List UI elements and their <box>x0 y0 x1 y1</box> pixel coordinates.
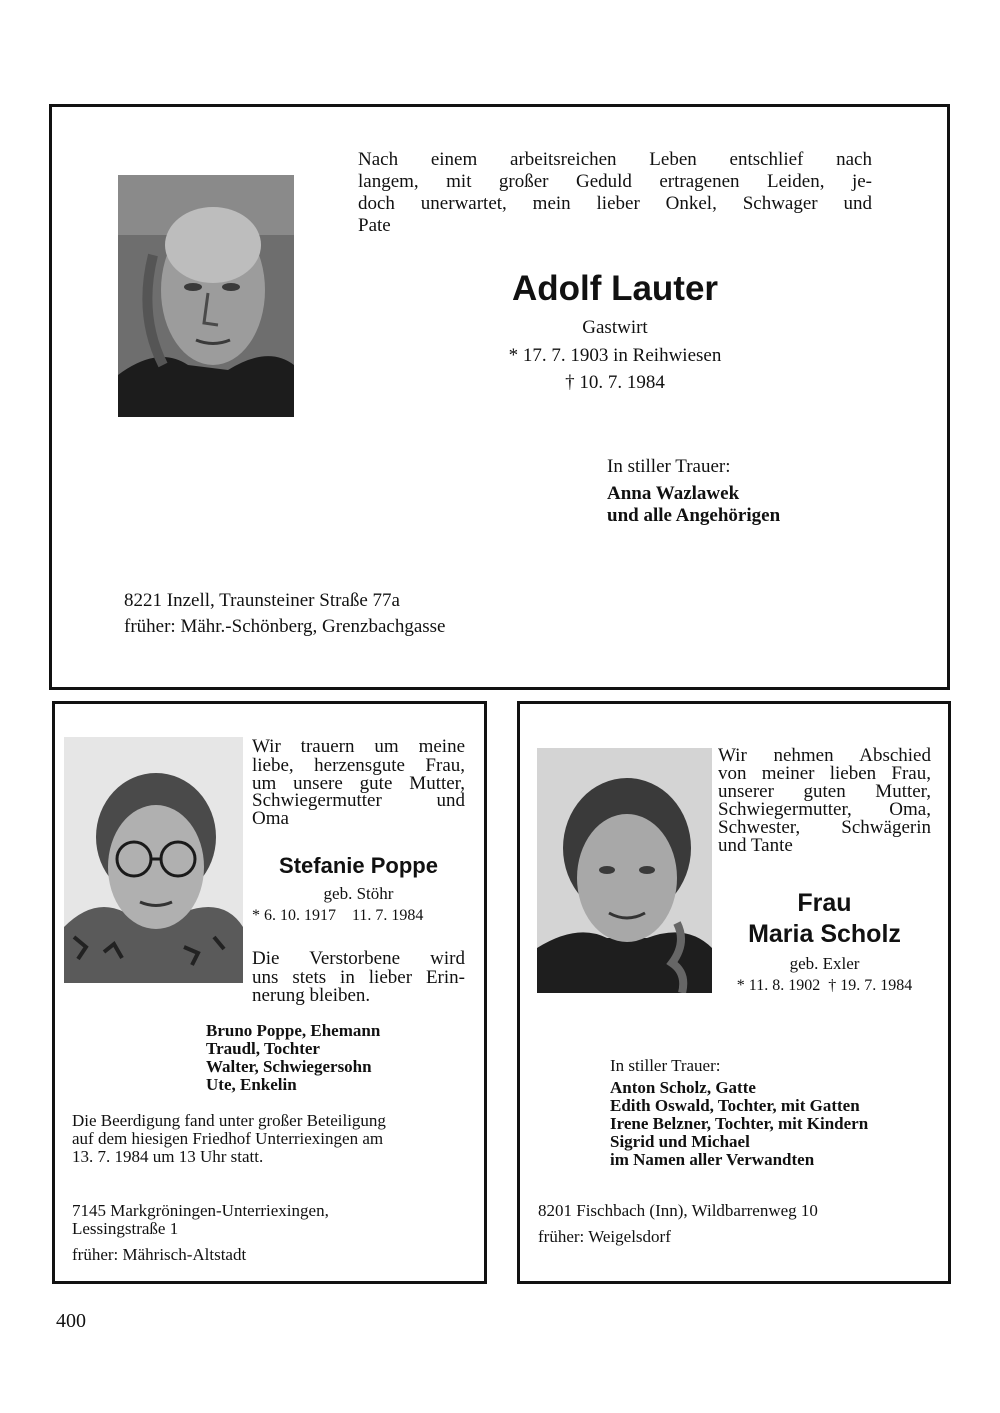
portrait-stefanie-poppe <box>64 737 243 983</box>
intro-line: langem, mit großer Geduld ertragenen Leiden, je- <box>358 171 872 192</box>
death-date: † 10. 7. 1984 <box>565 372 665 393</box>
deceased-name: Adolf Lauter <box>511 269 719 308</box>
maiden-name: geb. Stöhr <box>323 884 394 903</box>
occupation: Gastwirt <box>582 317 648 338</box>
address-line: Lessingstraße 1 <box>72 1219 179 1238</box>
mourning-label: In stiller Trauer: <box>607 456 731 477</box>
page-number: 400 <box>56 1310 86 1332</box>
mourner: Walter, Schwiegersohn <box>206 1057 372 1076</box>
intro-line: unserer guten Mutter, <box>718 781 931 802</box>
intro-line: doch unerwartet, mein lieber Onkel, Schwager und <box>358 193 872 214</box>
mourner: Bruno Poppe, Ehemann <box>206 1021 381 1040</box>
portrait-maria-scholz <box>537 748 712 993</box>
life-dates: * 6. 10. 1917 11. 7. 1984 <box>252 907 424 924</box>
portrait-adolf-lauter <box>118 175 294 417</box>
funeral-line: auf dem hiesigen Friedhof Unterriexingen am <box>72 1129 384 1148</box>
intro-line: um unsere gute Mutter, <box>252 773 465 794</box>
deceased-name: Stefanie Poppe <box>279 853 438 878</box>
mourner: Irene Belzner, Tochter, mit Kindern <box>610 1114 869 1133</box>
remembrance-line: uns stets in lieber Erin- <box>252 967 465 988</box>
intro-line: Wir nehmen Abschied <box>718 745 931 766</box>
mourner: Sigrid und Michael <box>610 1132 750 1151</box>
intro-line: Oma <box>252 808 289 829</box>
intro-line: Schwiegermutter, Oma, <box>718 799 931 820</box>
mourner: Ute, Enkelin <box>206 1075 297 1094</box>
birth-date: * 17. 7. 1903 in Reihwiesen <box>508 345 722 366</box>
mourner: Anna Wazlawek <box>607 483 740 504</box>
deceased-title: Frau <box>797 889 852 917</box>
remembrance-line: Die Verstorbene wird <box>252 948 465 969</box>
deceased-name: Maria Scholz <box>748 920 901 948</box>
mourner: im Namen aller Verwandten <box>610 1150 815 1169</box>
intro-line: und Tante <box>718 835 793 856</box>
address-line: 7145 Markgröningen-Unterriexingen, <box>72 1201 329 1220</box>
mourner: Traudl, Tochter <box>206 1039 320 1058</box>
intro-line: Schwester, Schwägerin <box>718 817 931 838</box>
address: 8221 Inzell, Traunsteiner Straße 77a <box>124 590 400 611</box>
mourner: Anton Scholz, Gatte <box>610 1078 756 1097</box>
mourner: Edith Oswald, Tochter, mit Gatten <box>610 1096 860 1115</box>
intro-line: Pate <box>358 215 391 236</box>
life-dates: * 11. 8. 1902 † 19. 7. 1984 <box>736 977 913 994</box>
intro-line: Schwiegermutter und <box>252 790 465 811</box>
former-address: früher: Weigelsdorf <box>538 1227 671 1246</box>
mourning-label: In stiller Trauer: <box>610 1056 721 1075</box>
address: 8201 Fischbach (Inn), Wildbarrenweg 10 <box>538 1201 818 1220</box>
former-address: früher: Mähr.-Schönberg, Grenzbachgasse <box>124 616 446 637</box>
intro-line: von meiner lieben Frau, <box>718 763 931 784</box>
funeral-line: Die Beerdigung fand unter großer Beteiligung <box>72 1111 386 1130</box>
intro-line: liebe, herzensgute Frau, <box>252 755 465 776</box>
maiden-name: geb. Exler <box>789 954 860 973</box>
former-address: früher: Mährisch-Altstadt <box>72 1245 247 1264</box>
funeral-line: 13. 7. 1984 um 13 Uhr statt. <box>72 1147 264 1166</box>
mourner: und alle Angehörigen <box>607 505 781 526</box>
intro-line: Nach einem arbeitsreichen Leben entschlief nach <box>358 149 872 170</box>
intro-line: Wir trauern um meine <box>252 736 465 757</box>
remembrance-line: nerung bleiben. <box>252 985 371 1006</box>
